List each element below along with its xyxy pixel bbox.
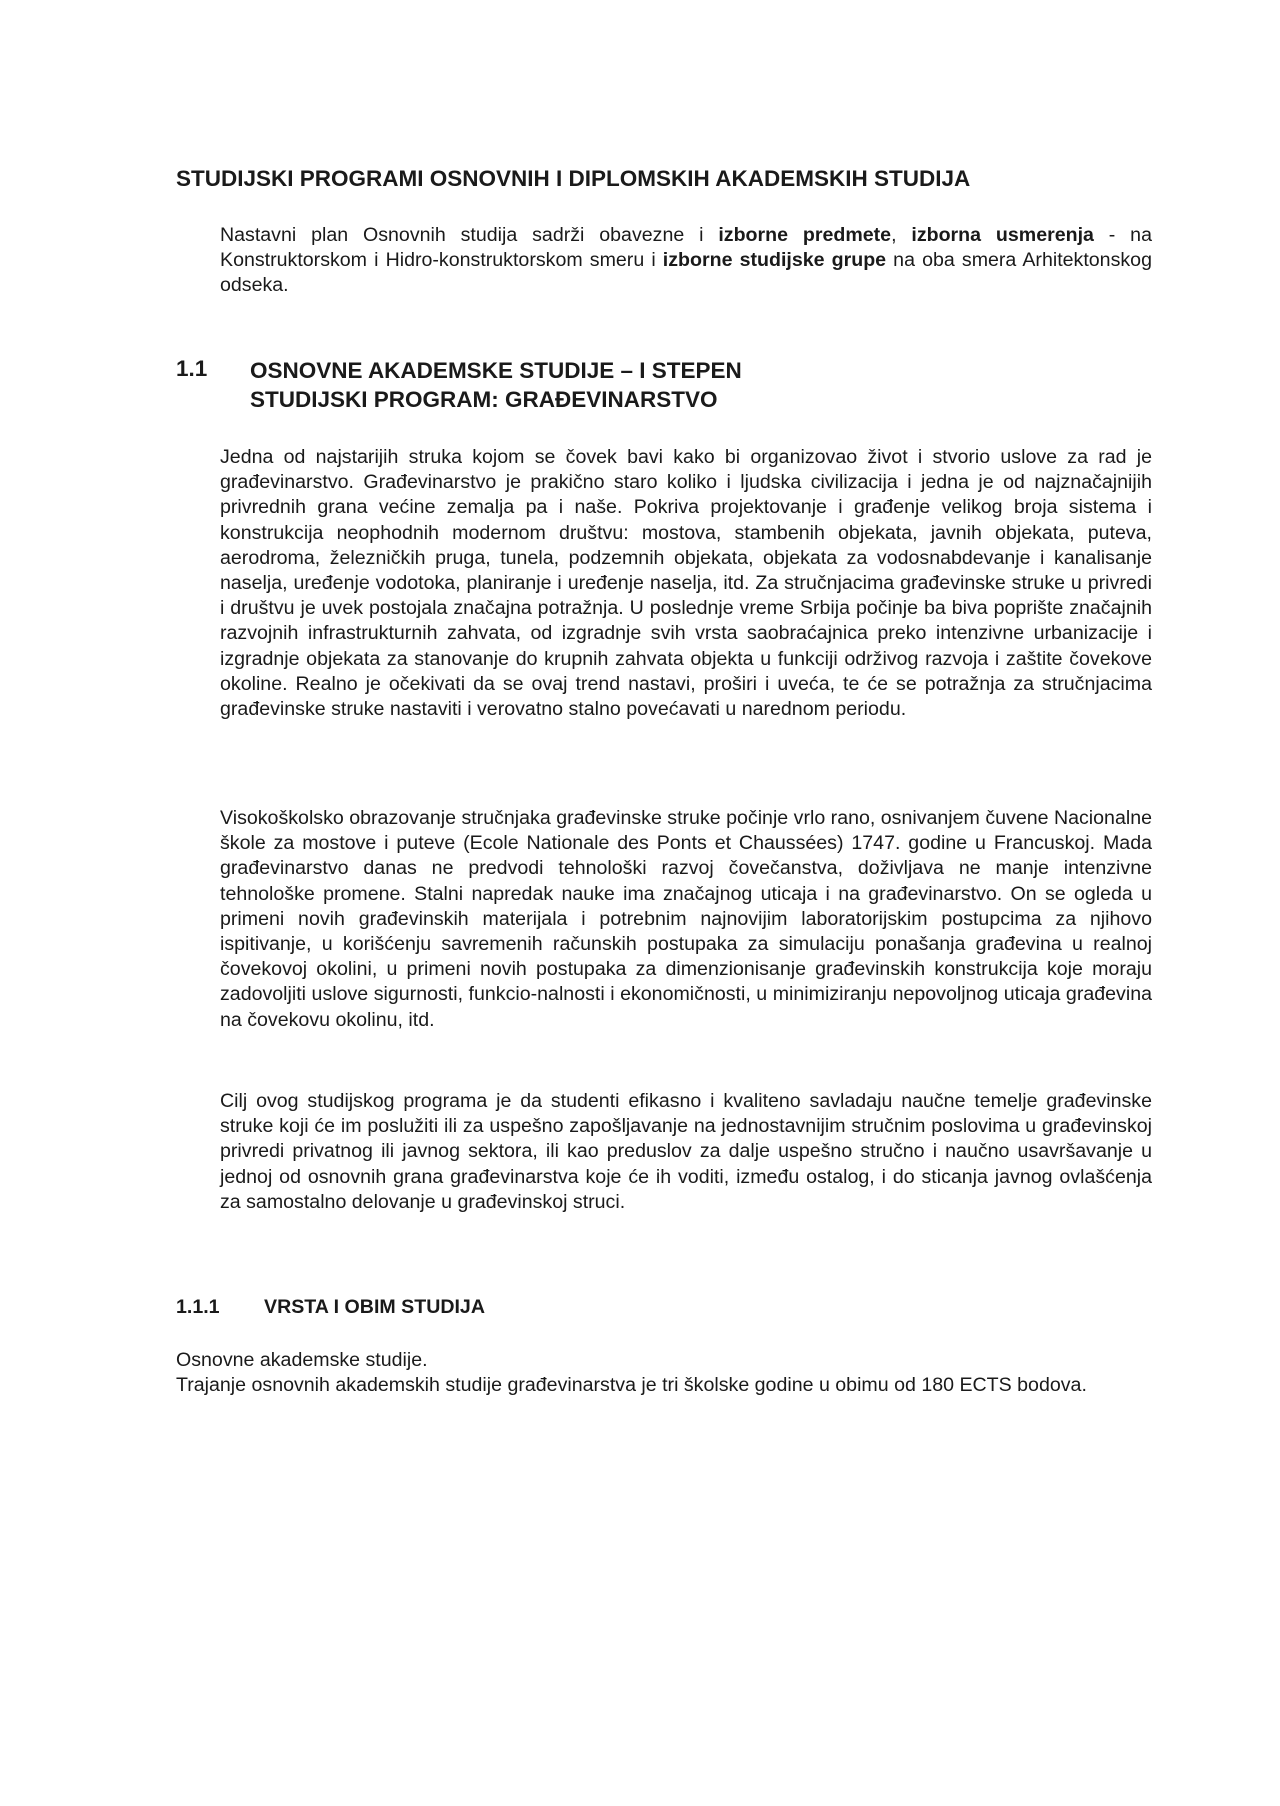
- intro-bold-elective-groups: izborne studijske grupe: [662, 249, 887, 272]
- body-paragraph-1: Jedna od najstarijih struka kojom se čovek bavi kako bi organizovao život i stvorio uslove za rad je građevinarstvo. Građevinarstvo je prakično staro koliko i ljudska civilizacija i jedna je od najznačajnijih privrednih grana većine zemalja pa i naše. Pokriva projektovanje i građenje velikog broja sistema i konstrukcija neophodnih modernom društvu: mostova, stambenih objekata, javnih objekata, puteva, aerodroma, železničkih pruga, tunela, podzemnih objekata, objekata za vodosnabdevanje i kanalisanje naselja, uređenje vodotoka, planiranje i uređenje naselja, itd. Za stručnjacima građevinske struke u privredi i društvu je uvek postojala značajna potražnja. U poslednje vreme Srbija počinje ba biva poprište značajnih razvojnih infrastrukturnih zahvata, od izgradnje svih vrsta saobraćajnica preko intenzivne urbanizacije i izgradnje objekata za stanovanje do krupnih zahvata objekta u funkciji održivog razvoja i zaštite čovekove okoline. Realno je očekivati da se ovaj trend nastavi, proširi i uveća, te će se potražnja za stručnjacima građevinske struke nastaviti i verovatno stalno povećavati u narednom periodu.: [220, 446, 1152, 721]
- intro-bold-elective-tracks: izborna usmerenja: [911, 224, 1094, 246]
- body-paragraph-3: Cilj ovog studijskog programa je da studenti efikasno i kvaliteno savladaju naučne temelje građevinske struke koji će im poslužiti ili za uspešno zapošljavanje na jednostavnijim stručnim poslovima u građevinskoj privredi privatnog ili javnog sektora, ili kao preduslov za dalje uspešno stručno i naučno usavršavanje u jednoj od osnovnih grana građevinarstva koje će ih voditi, između ostalog, i do sticanja javnog ovlašćenja za samostalno delovanje u građevinskoj struci.: [220, 1090, 1152, 1213]
- section-title: [250, 356, 742, 414]
- intro-text-4: na oba smera Arhitektonskog odseka.: [220, 249, 1152, 297]
- subsection-title: VRSTA I OBIM STUDIJA: [264, 1296, 485, 1318]
- intro-text-3: - na Konstruktorskom i Hidro-konstruktorskom smeru i: [220, 224, 1152, 272]
- document-title: STUDIJSKI PROGRAMI OSNOVNIH I DIPLOMSKIH AKADEMSKIH STUDIJA: [176, 166, 971, 191]
- section-number: 1.1: [176, 356, 208, 381]
- intro-text-1: Nastavni plan Osnovnih studija sadrži obavezne i: [220, 224, 719, 246]
- intro-paragraph: [220, 223, 1152, 299]
- subsection-line-1: Osnovne akademske studije.: [176, 1349, 428, 1371]
- section-title-line-2: STUDIJSKI PROGRAM: GRAĐEVINARSTVO: [250, 387, 718, 412]
- section-title-line-1: OSNOVNE AKADEMSKE STUDIJE – I STEPEN: [250, 358, 742, 383]
- body-paragraph-2: Visokoškolsko obrazovanje stručnjaka građevinske struke počinje vrlo rano, osnivanjem čuvene Nacionalne škole za mostove i puteve (Ecole Nationale des Ponts et Chaussées) 1747. godine u Francuskoj. Mada građevinarstvo danas ne predvodi tehnološki razvoj čovečanstva, doživljava ne manje intenzivne tehnološke promene. Stalni napredak nauke ima značajnog uticaja i na građevinarstvo. On se ogleda u primeni novih građevinskih materijala i potrebnim najnovijim laboratorijskim postupcima za njihovo ispitivanje, u korišćenju savremenih računskih postupaka za simulaciju ponašanja građevina u realnoj čovekovoj okolini, u primeni novih postupaka za dimenzionisanje građevinskih konstrukcija koje moraju zadovoljiti uslove sigurnosti, funkcio-nalnosti i ekonomičnosti, u minimiziranju nepovoljnog uticaja građevina na čovekovu okolinu, itd.: [220, 807, 1152, 1031]
- subsection-body: [176, 1348, 1152, 1398]
- subsection-line-2: Trajanje osnovnih akademskih studije građevinarstva je tri školske godine u obimu od 180 ECTS bodova.: [176, 1374, 1087, 1397]
- intro-bold-elective-courses: izborne predmete: [718, 224, 892, 246]
- intro-text-2: ,: [891, 224, 912, 246]
- subsection-number: 1.1.1: [176, 1296, 220, 1318]
